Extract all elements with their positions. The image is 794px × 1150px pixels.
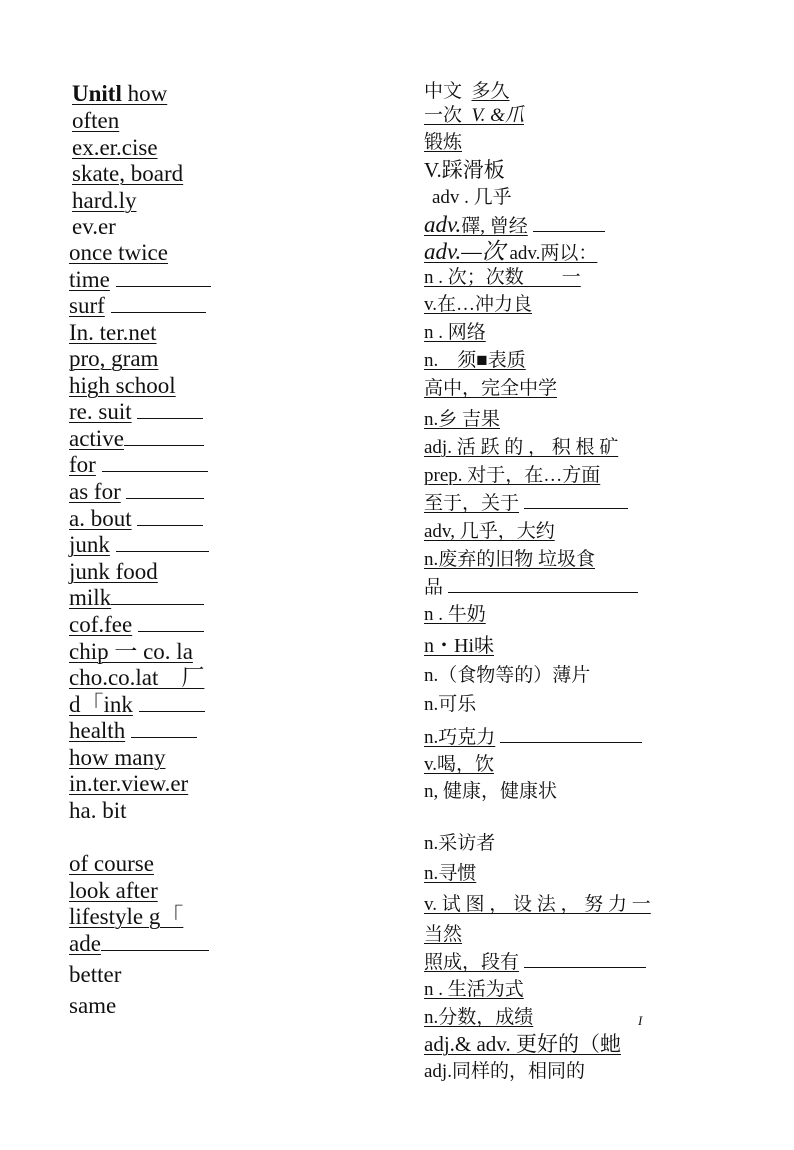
vocab-word: a. bout [69,506,132,531]
meaning-text: 锻炼 [424,132,463,153]
vocab-word: as for [69,479,121,504]
vocab-word: health [69,718,126,743]
meaning-text: adj.同样的，相同的 [424,1061,585,1082]
meaning-text: n.废弃的旧物 垃圾食 [424,549,596,570]
vocab-word: look after [69,878,158,903]
vocab-word: skate, board [72,161,184,186]
meaning-text: 一次 [424,105,463,126]
vocab-word: ev.er [72,214,116,239]
meaning-text: adj.& adv. 更好的（虵 [424,1032,621,1056]
meaning-text: n.巧克力 [424,727,496,748]
vocab-word: in.ter.view.er [69,771,189,796]
vocab-word: chip 一 co. la [69,639,193,664]
vocab-word: ha. bit [69,798,127,823]
meaning-text: n. 须■表质 [424,350,526,371]
meaning-row [424,82,510,101]
answer-blank [533,230,605,232]
unit-label: Unitl [72,81,122,106]
vocab-word: pro, gram [69,346,159,371]
meaning-text: 礋, 曾经 [461,216,528,237]
meaning-text: n . 次；次数 一 [424,267,581,288]
meaning-text: 品 [424,577,444,598]
meaning-text: adj. 活 跃 的 ， 积 根 矿 [424,437,619,458]
vocab-word: lifestyle g「 [69,904,184,929]
vocab-word: for [69,452,96,477]
answer-blank [524,966,646,968]
meaning-text: prep. 对于，在…方面 [424,465,601,486]
vocab-word: ex.er.cise [72,135,158,160]
vocab-word: In. ter.net [69,320,157,345]
meaning-text: n.乡 吉果 [424,409,501,430]
meaning-text: v. 试 图 ， 设 法 ， 努 力 一 [424,894,651,915]
vocab-word: cho.co.lat 厂 [69,665,205,690]
meaning-text: v.喝，饮 [424,754,495,775]
meaning-row [424,953,646,972]
stray-mark: I [638,1013,643,1028]
vocab-word: active [69,426,124,451]
meaning-row [424,1007,643,1028]
meaning-text: n.分数，成绩 [424,1007,534,1028]
meaning-row [424,106,524,125]
answer-blank [448,591,638,593]
meaning-text: n.寻惯 [424,863,477,884]
meaning-row [424,494,628,513]
meaning-text: v.在…冲力良 [424,294,533,315]
meaning-text: adv. [424,212,462,237]
vocab-word: time [69,267,110,292]
meaning-text: adv, 几乎，大约 [424,521,555,542]
answer-blank [524,507,628,509]
meaning-text: 高中，完全中学 [424,378,558,399]
meaning-text: n . 生活为式 [424,979,524,1000]
meaning-text: V.踩滑板 [424,158,505,182]
vocab-word: how many [69,745,166,770]
vocab-word: hard.ly [72,188,137,213]
meaning-text: adv . 几乎 [432,187,512,208]
vocab-word: junk [69,532,110,557]
vocab-word: how [121,81,168,106]
meaning-text: 当然 [424,924,463,945]
vocab-word: ade [69,931,101,956]
vocab-word: high school [69,373,176,398]
vocab-word: d「ink [69,692,133,717]
vocab-word: often [72,108,120,133]
meaning-text: n.（食物等的）薄片 [424,665,591,686]
vocab-word: junk food [69,559,158,584]
vocab-word: of course [69,851,154,876]
meaning-text: n・Hi味 [424,635,494,657]
vocab-word: once twice [69,240,168,265]
meaning-text: 多久 [471,81,510,102]
meaning-row [424,728,642,747]
meaning-text: adv.—次 [424,239,505,264]
meaning-text: V. &爪 [471,105,524,126]
vocab-word: cof.fee [69,612,133,637]
vocab-word: surf [69,293,105,318]
meaning-row [424,213,605,236]
meaning-text: 至于，关于 [424,493,520,514]
meaning-text: 照成，段有 [424,952,520,973]
vocab-word: re. suit [69,399,132,424]
meaning-text: n . 网络 [424,322,486,343]
answer-blank [500,741,642,743]
meaning-text: n . 牛奶 [424,604,486,625]
meaning-row [424,578,638,597]
vocab-word: same [69,993,117,1018]
meaning-text: n.可乐 [424,694,477,715]
header-label: 中文 [424,81,463,102]
vocab-word: milk [69,585,112,610]
vocab-word: better [69,962,122,987]
meaning-text: n.采访者 [424,833,496,854]
meaning-row [424,240,597,263]
meaning-text: adv.两以： [504,243,598,264]
meaning-text: n, 健康，健康状 [424,781,558,802]
